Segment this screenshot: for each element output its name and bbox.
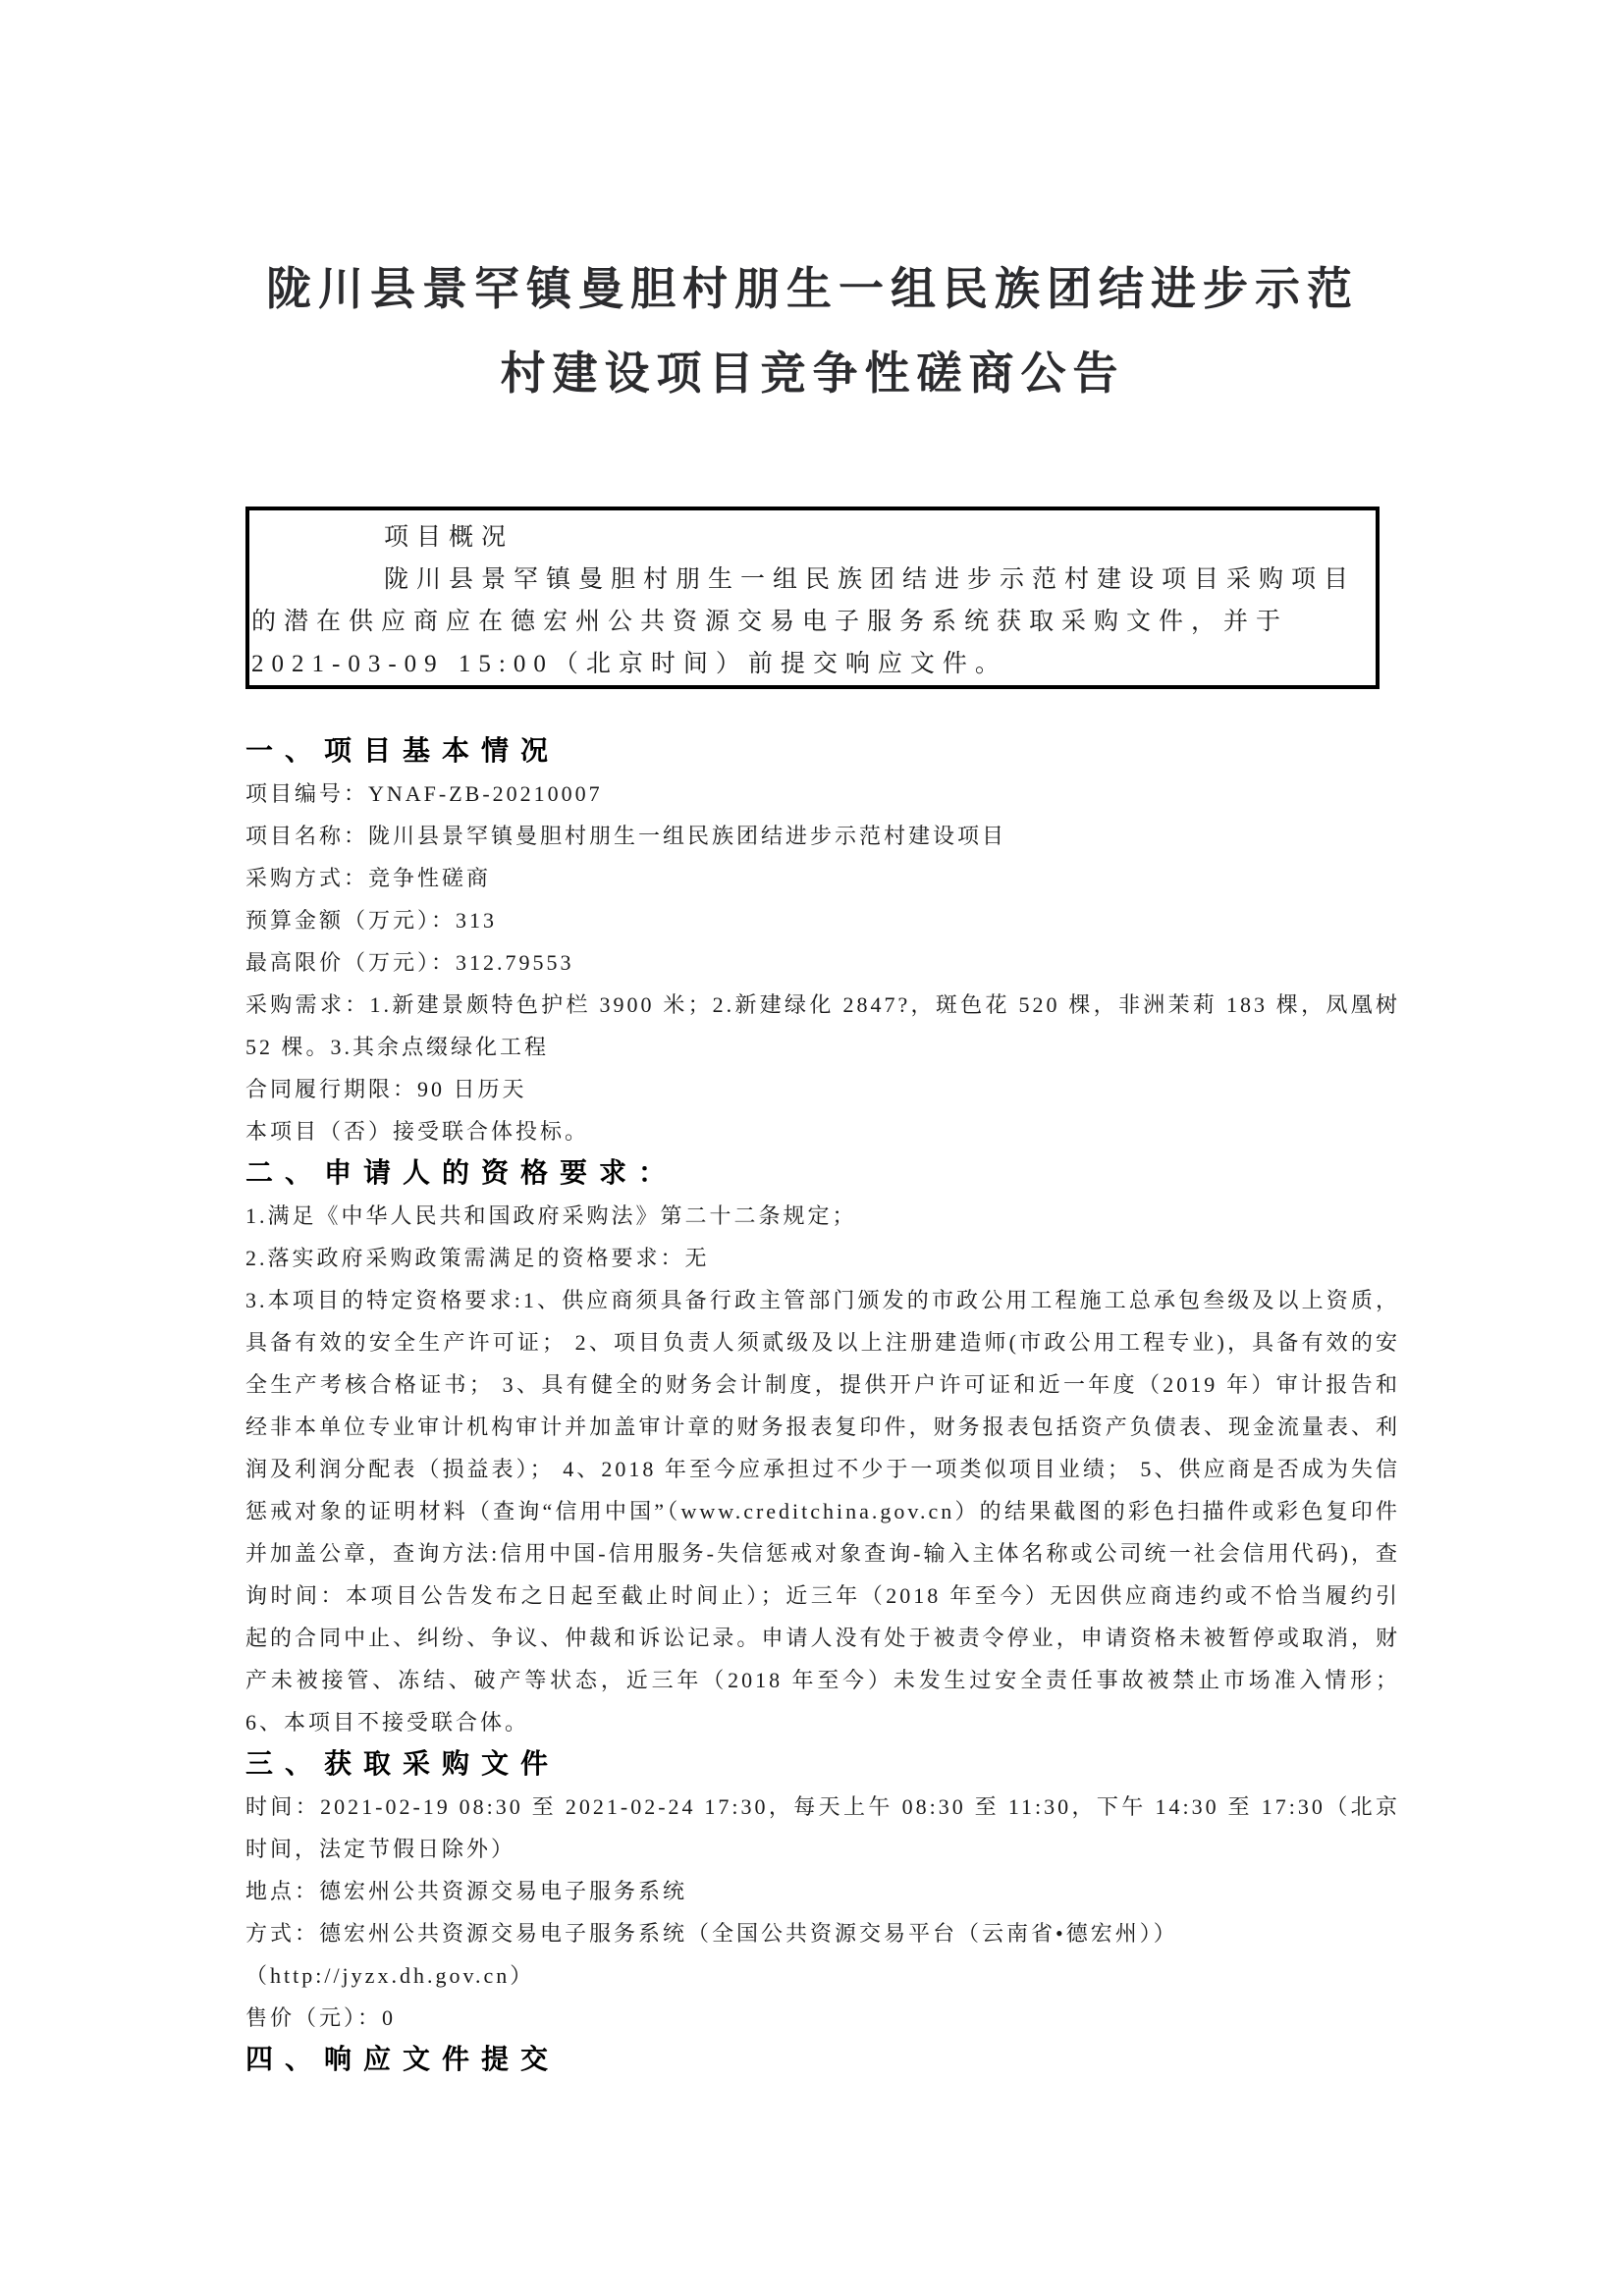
qualification-item-1: 1.满足《中华人民共和国政府采购法》第二十二条规定； (245, 1203, 857, 1228)
section-3-heading: 三、获取采购文件 (245, 1749, 561, 1780)
document-content (245, 0, 1400, 2081)
document-title-line-2: 村建设项目竞争性磋商公告 (500, 348, 1125, 399)
field-document-price: 售价（元）：0 (245, 2005, 397, 2030)
field-document-url: （http://jyzx.dh.gov.cn） (245, 1963, 535, 1988)
field-max-price: 最高限价（万元）：312.79553 (245, 950, 574, 975)
section-4-heading: 四、响应文件提交 (245, 2045, 561, 2075)
field-budget-amount: 预算金额（万元）：313 (245, 908, 498, 933)
qualification-item-3: 3.本项目的特定资格要求:1、供应商须具备行政主管部门颁发的市政公用工程施工总承包叁级及以上资质，具备有效的安全生产许可证； 2、项目负责人须贰级及以上注册建造师(市政公用工程专业)，具备有效的安全生产考核合格证书； 3、具有健全的财务会计制度，提供开户许可证和近一年度（2019 年）审计报告和经非本单位专业审计机构审计并加盖审计章的财务报表复印件，财务报表包括资产负债表、现金流量表、利润及利润分配表（损益表）； 4、2018 年至今应承担过不少于一项类似项目业绩； 5、供应商是否成为失信惩戒对象的证明材料（查询“信用中国”（www.creditchina.gov.cn）的结果截图的彩色扫描件或彩色复印件并加盖公章，查询方法:信用中国-信用服务-失信惩戒对象查询-输入主体名称或公司统一社会信用代码)，查询时间：本项目公告发布之日起至截止时间止）；近三年（2018 年至今）无因供应商违约或不恰当履约引起的合同中止、纠纷、争议、仲裁和诉讼记录。申请人没有处于被责令停业，申请资格未被暂停或取消，财产未被接管、冻结、破产等状态，近三年（2018 年至今）未发生过安全责任事故被禁止市场准入情形； 6、本项目不接受联合体。 (245, 1288, 1400, 1735)
document-body (245, 730, 1400, 2081)
project-overview-box (245, 507, 1380, 689)
overview-heading: 项目概况 (384, 524, 514, 551)
field-document-method: 方式：德宏州公共资源交易电子服务系统（全国公共资源交易平台（云南省•德宏州）） (245, 1921, 1178, 1946)
field-contract-duration: 合同履行期限：90 日历天 (245, 1077, 527, 1101)
field-consortium-bidding: 本项目（否）接受联合体投标。 (245, 1119, 590, 1144)
field-document-location: 地点：德宏州公共资源交易电子服务系统 (245, 1879, 688, 1903)
field-procurement-requirements: 采购需求：1.新建景颇特色护栏 3900 米；2.新建绿化 2847?，斑色花 520 棵，非洲茉莉 183 棵，凤凰树 52 棵。3.其余点缀绿化工程 (245, 992, 1400, 1059)
overview-paragraph: 陇川县景罕镇曼胆村朋生一组民族团结进步示范村建设项目采购项目的潜在供应商应在德宏州公共资源交易电子服务系统获取采购文件，并于2021-03-09 15:00（北京时间）前提交响应文件。 (251, 566, 1357, 677)
document-title (245, 0, 1380, 416)
field-document-time: 时间：2021-02-19 08:30 至 2021-02-24 17:30，每天上午 08:30 至 11:30，下午 14:30 至 17:30（北京时间，法定节假日除外） (245, 1794, 1400, 1861)
field-project-name: 项目名称：陇川县景罕镇曼胆村朋生一组民族团结进步示范村建设项目 (245, 824, 1007, 848)
section-2-heading: 二、申请人的资格要求： (245, 1158, 678, 1189)
field-project-number: 项目编号：YNAF-ZB-20210007 (245, 781, 603, 806)
field-procurement-method: 采购方式：竞争性磋商 (245, 866, 492, 890)
qualification-item-2: 2.落实政府采购政策需满足的资格要求：无 (245, 1246, 710, 1270)
document-title-line-1: 陇川县景罕镇曼胆村朋生一组民族团结进步示范 (266, 264, 1359, 314)
section-1-heading: 一、项目基本情况 (245, 736, 561, 767)
